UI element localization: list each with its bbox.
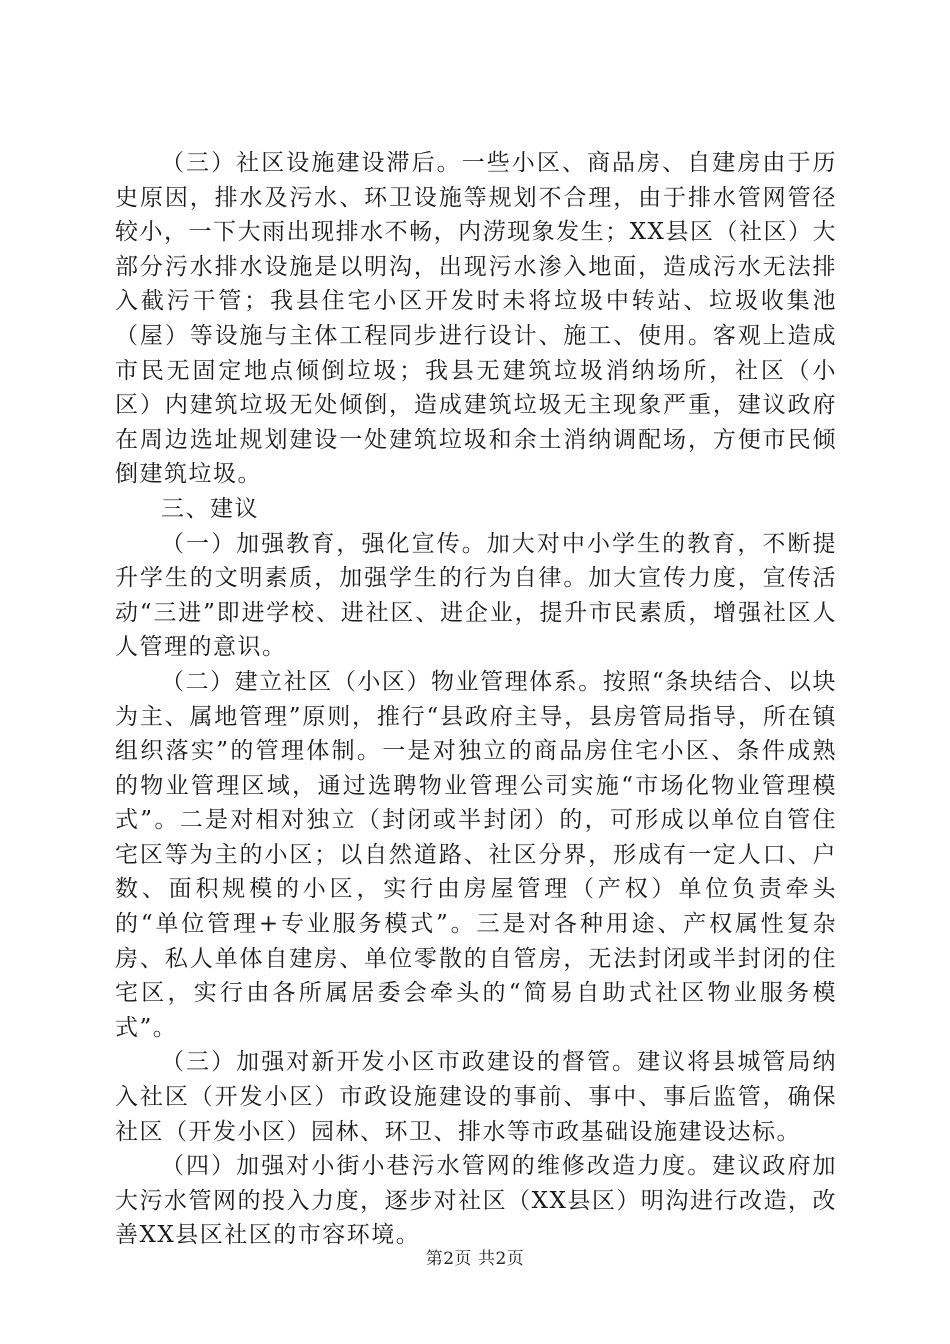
paragraph-property-management: （二）建立社区（小区）物业管理体系。按照“条块结合、以块为主、属地管理”原则，推行“县政府主导，县房管局指导，所在镇组织落实”的管理体制。一是对独立的商品房住宅小区、条件成熟的物业管理区域，通过选聘物业管理公司实施“市场化物业管理模式”。二是对相对独立（封闭或半封闭）的，可形成以单位自管住宅区等为主的小区；以自然道路、社区分界，形成有一定人口、户数、面积规模的小区，实行由房屋管理（产权）单位负责牵头的“单位管理+专业服务模式”。三是对各种用途、产权属性复杂房、私人单体自建房、单位零散的自管房，无法封闭或半封闭的住宅区，实行由各所属居委会牵头的“简易自助式社区物业服务模式”。 <box>115 668 837 1041</box>
document-body <box>115 146 837 1253</box>
paragraph-municipal-supervision: （三）加强对新开发小区市政建设的督管。建议将县城管局纳入社区（开发小区）市政设施建设的事前、事中、事后监管，确保社区（开发小区）园林、环卫、排水等市政基础设施建设达标。 <box>115 1049 837 1145</box>
page-number-footer: 第2页 共2页 <box>425 1249 525 1269</box>
paragraph-education: （一）加强教育，强化宣传。加大对中小学生的教育，不断提升学生的文明素质，加强学生的行为自律。加大宣传力度，宣传活动“三进”即进学校、进社区、进企业，提升市民素质，增强社区人人管理的意识。 <box>115 530 837 661</box>
paragraph-sewage-network: （四）加强对小街小巷污水管网的维修改造力度。建议政府加大污水管网的投入力度，逐步对社区（XX县区）明沟进行改造，改善XX县区社区的市容环境。 <box>115 1153 837 1249</box>
paragraph-community-facilities: （三）社区设施建设滞后。一些小区、商品房、自建房由于历史原因，排水及污水、环卫设施等规划不合理，由于排水管网管径较小，一下大雨出现排水不畅，内涝现象发生；XX县区（社区）大部分污水排水设施是以明沟，出现污水渗入地面，造成污水无法排入截污干管；我县住宅小区开发时未将垃圾中转站、垃圾收集池（屋）等设施与主体工程同步进行设计、施工、使用。客观上造成市民无固定地点倾倒垃圾；我县无建筑垃圾消纳场所，社区（小区）内建筑垃圾无处倾倒，造成建筑垃圾无主现象严重，建议政府在周边选址规划建设一处建筑垃圾和余土消纳调配场，方便市民倾倒建筑垃圾。 <box>115 150 837 488</box>
section-heading-suggestions: 三、建议 <box>161 495 259 522</box>
